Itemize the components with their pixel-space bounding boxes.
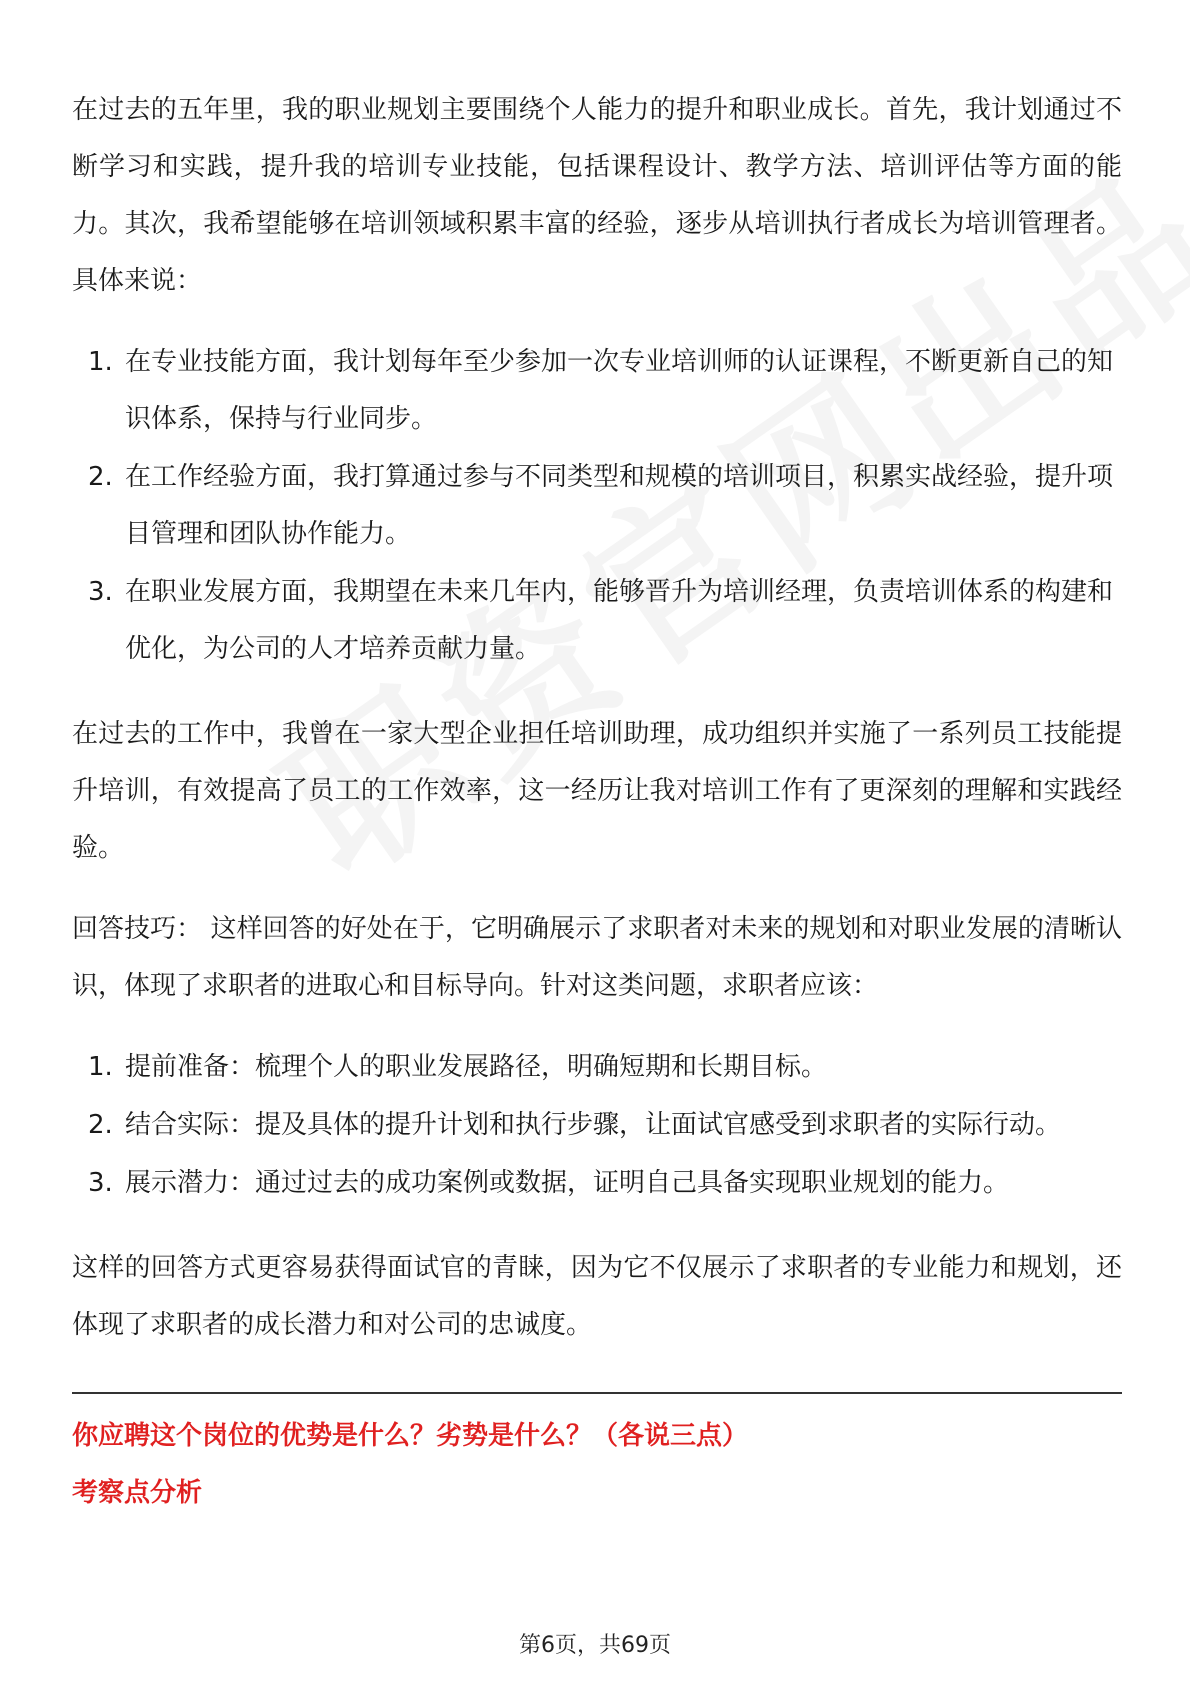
list-item: 1. 提前准备：梳理个人的职业发展路径，明确短期和长期目标。	[88, 1052, 828, 1082]
page-footer: 第6页，共69页	[519, 1633, 671, 1658]
career-plan-list	[72, 334, 1122, 678]
list-item: 2. 结合实际：提及具体的提升计划和执行步骤，让面试官感受到求职者的实际行动。	[88, 1110, 1062, 1140]
paragraph-past-experience: 在过去的工作中，我曾在一家大型企业担任培训助理，成功组织并实施了一系列员工技能提升培训，有效提高了员工的工作效率，这一经历让我对培训工作有了更深刻的理解和实践经验。	[72, 719, 1122, 863]
paragraph-summary: 这样的回答方式更容易获得面试官的青睐，因为它不仅展示了求职者的专业能力和规划，还体现了求职者的成长潜力和对公司的忠诚度。	[72, 1253, 1122, 1340]
analysis-heading: 考察点分析	[72, 1478, 203, 1508]
list-item: 1. 在专业技能方面，我计划每年至少参加一次专业培训师的认证课程，不断更新自己的知识体系，保持与行业同步。	[88, 347, 1114, 434]
next-question-title: 你应聘这个岗位的优势是什么？劣势是什么？（各说三点）	[72, 1421, 749, 1451]
list-item: 3. 在职业发展方面，我期望在未来几年内，能够晋升为培训经理，负责培训体系的构建和优化，为公司的人才培养贡献力量。	[88, 577, 1114, 664]
answer-tips-list	[72, 1039, 1122, 1212]
list-item: 2. 在工作经验方面，我打算通过参与不同类型和规模的培训项目，积累实战经验，提升项目管理和团队协作能力。	[88, 462, 1114, 549]
section-divider	[72, 1392, 1122, 1394]
paragraph-career-plan: 在过去的五年里，我的职业规划主要围绕个人能力的提升和职业成长。首先，我计划通过不断学习和实践，提升我的培训专业技能，包括课程设计、教学方法、培训评估等方面的能力。其次，我希望能够在培训领域积累丰富的经验，逐步从培训执行者成长为培训管理者。具体来说：	[72, 95, 1122, 296]
document-body	[72, 82, 1122, 1522]
list-item: 3. 展示潜力：通过过去的成功案例或数据，证明自己具备实现职业规划的能力。	[88, 1168, 1010, 1198]
paragraph-answer-tips: 回答技巧： 这样回答的好处在于，它明确展示了求职者对未来的规划和对职业发展的清晰认识，体现了求职者的进取心和目标导向。针对这类问题，求职者应该：	[72, 914, 1122, 1001]
